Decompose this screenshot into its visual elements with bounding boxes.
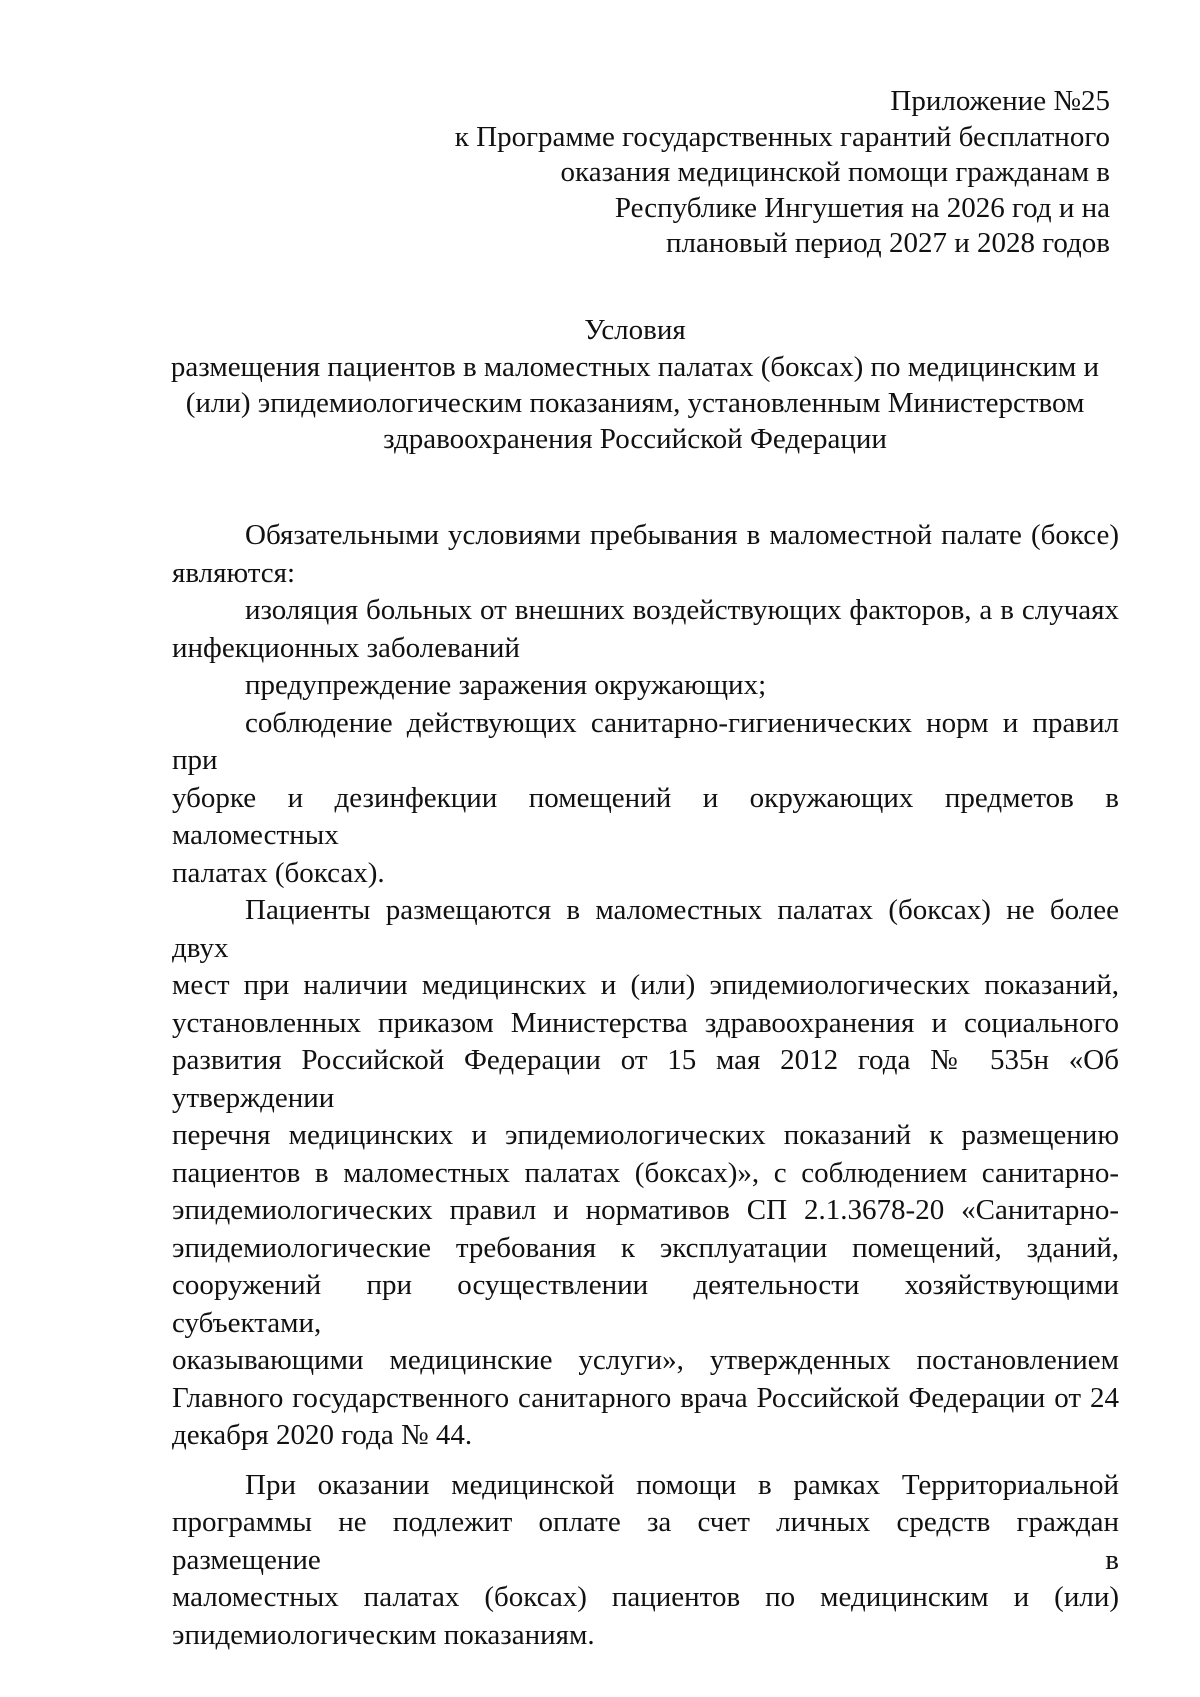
paragraph-line: оказывающими медицинские услуги», утвержденных постановлением [172,1344,1119,1376]
paragraph-line: программы не подлежит оплате за счет личных средств граждан размещение в [172,1506,1119,1576]
paragraph-line: палатах (боксах). [172,856,385,889]
paragraph-line: предупреждение заражения окружающих; [245,669,767,701]
paragraph-line: установленных приказом Министерства здравоохранения и социального [172,1006,1119,1039]
paragraph [172,892,1119,1455]
title-line: (или) эпидемиологическим показаниям, установленным Министерством [185,387,1085,419]
paragraph-line: Обязательными условиями пребывания в маломестной палате (боксе) [245,519,1119,551]
appendix-line: Республике Ингушетия на 2026 год и на [614,191,1110,224]
paragraph [172,517,1119,592]
paragraph-line: мест при наличии медицинских и (или) эпидемиологических показаний, [172,969,1119,1001]
paragraph-line: сооружений при осуществлении деятельности хозяйствующими субъектами, [172,1269,1119,1339]
document-title [160,312,1110,457]
paragraph [172,667,1119,705]
paragraph [172,1467,1119,1655]
paragraph-line: эпидемиологическим показаниям. [172,1618,595,1651]
paragraph-line: эпидемиологических правил и нормативов СП 2.1.3678-20 «Санитарно- [172,1194,1119,1226]
paragraph-line: перечня медицинских и эпидемиологических показаний к размещению [172,1119,1119,1151]
paragraph-line: являются: [172,556,296,589]
title-heading: Условия [584,314,686,346]
paragraph-line: развития Российской Федерации от 15 мая 2012 года № 535н «Об утверждении [172,1044,1119,1114]
paragraph-line: Пациенты размещаются в маломестных палатах (боксах) не более двух [172,894,1119,964]
paragraph-line: маломестных палатах (боксах) пациентов по медицинским и (или) [172,1581,1119,1613]
paragraph-line: инфекционных заболеваний [172,631,520,664]
paragraph-line: пациентов в маломестных палатах (боксах)», с соблюдением санитарно- [172,1156,1119,1189]
appendix-line: к Программе государственных гарантий бесплатного [454,120,1110,153]
appendix-line: оказания медицинской помощи гражданам в [560,156,1110,188]
paragraph [172,705,1119,893]
title-line: здравоохранения Российской Федерации [383,423,887,455]
appendix-number: Приложение №25 [890,85,1110,117]
appendix-line: плановый период 2027 и 2028 годов [666,227,1110,259]
title-line: размещения пациентов в маломестных палатах (боксах) по медицинским и [170,351,1100,383]
paragraph-line: эпидемиологические требования к эксплуатации помещений, зданий, [172,1231,1119,1264]
paragraph-line: изоляция больных от внешних воздействующих факторов, а в случаях [245,594,1119,626]
paragraph-line: соблюдение действующих санитарно-гигиенических норм и правил при [172,706,1119,776]
paragraph-line: Главного государственного санитарного врача Российской Федерации от 24 [172,1381,1119,1414]
paragraph-line: декабря 2020 года № 44. [172,1419,473,1451]
appendix-header [390,84,1110,262]
document-body [172,517,1119,1654]
paragraph-line: уборке и дезинфекции помещений и окружающих предметов в маломестных [172,781,1119,851]
paragraph-line: При оказании медицинской помощи в рамках Территориальной [245,1468,1119,1501]
paragraph [172,592,1119,667]
